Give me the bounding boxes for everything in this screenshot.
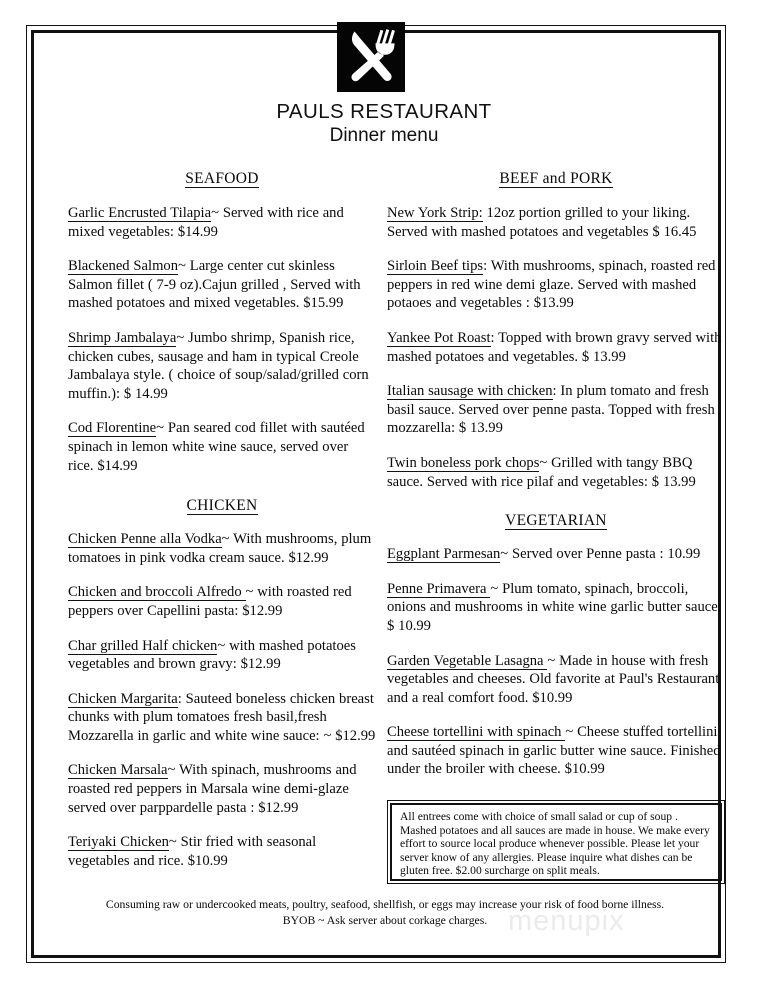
menu-item-name: Yankee Pot Roast — [387, 329, 491, 346]
menu-section-chicken — [68, 497, 376, 870]
menu-item — [387, 329, 725, 366]
menu-subtitle: Dinner menu — [329, 125, 439, 146]
menu-item — [68, 637, 376, 674]
menu-item-description: : Topped with brown gravy served with mashed potatoes and vegetables. $ 13.99 — [387, 329, 722, 365]
menu-item-name: Chicken Marsala — [68, 762, 168, 779]
menu-item-name: Cod Florentine — [68, 420, 157, 437]
menu-item — [68, 257, 376, 313]
menu-item-description: ~ Cheese stuffed tortellini and sautéed spinach in garlic butter wine sauce. Finished under the broiler with cheese. $10.99 — [387, 724, 721, 778]
menu-item-name: New York Strip: — [387, 205, 483, 221]
menu-section-beef-and-pork — [387, 170, 725, 491]
menu-item-name: Twin boneless pork chops — [387, 454, 540, 471]
menu-column-left — [68, 170, 376, 886]
menu-item-name: Cheese tortellini with spinach — [387, 724, 566, 741]
menu-item-description: ~ with mashed potatoes vegetables and brown gravy: $12.99 — [68, 637, 356, 673]
menu-section-vegetarian — [387, 512, 725, 779]
knife-and-fork-icon — [337, 22, 405, 92]
footer-line-byob: BYOB ~ Ask server about corkage charges. — [282, 914, 488, 927]
menu-item-name: Italian sausage with chicken — [387, 383, 553, 400]
menu-item — [387, 454, 725, 491]
menu-item — [68, 583, 376, 620]
menu-item-description: ~ Served with rice and mixed vegetables: $14.99 — [68, 205, 344, 240]
section-title-vegetarian: VEGETARIAN — [505, 512, 607, 530]
menu-item-description: : In plum tomato and fresh basil sauce. Served over penne pasta. Topped with fresh mozzarella: $ 13.99 — [387, 383, 715, 437]
menu-item-description: ~ Jumbo shrimp, Spanish rice, chicken cubes, sausage and ham in typical Creole Jambalaya style. ( choice of soup/salad/grilled corn muffin.): $ 14.99 — [68, 329, 369, 402]
menu-item — [387, 545, 725, 564]
menu-item-description: ~ Large center cut skinless Salmon fillet ( 7-9 oz).Cajun grilled , Served with mashed potatoes and mixed vegetables. $15.99 — [68, 258, 361, 312]
menu-item-description: ~ With mushrooms, plum tomatoes in pink vodka cream sauce. $12.99 — [68, 531, 372, 566]
menu-item-description: ~ with roasted red peppers over Capellini pasta: $12.99 — [68, 584, 352, 619]
menu-item — [387, 382, 725, 438]
menu-section-seafood — [68, 170, 376, 475]
menu-item-description: : With mushrooms, spinach, roasted red peppers in red wine demi glaze. Served with mashed potaoes and vegetables : $13.99 — [387, 258, 716, 312]
section-title-chicken: CHICKEN — [186, 497, 258, 515]
section-title-seafood: SEAFOOD — [185, 170, 259, 187]
menu-item-name: Sirloin Beef tips — [387, 258, 484, 275]
menupix-watermark: menupix — [508, 905, 625, 937]
menu-item — [387, 257, 725, 313]
entree-note-box — [387, 800, 725, 884]
menu-column-right — [387, 170, 725, 795]
menu-item-name: Shrimp Jambalaya — [68, 329, 177, 346]
menu-item-description: ~ Pan seared cod fillet with sautéed spinach in lemon white wine sauce, served over rice. $14.99 — [68, 420, 365, 474]
menu-item-name: Teriyaki Chicken — [68, 834, 169, 851]
restaurant-name: PAULS RESTAURANT — [276, 100, 492, 123]
menu-item-description: ~ Grilled with tangy BBQ sauce. Served with rice pilaf and vegetables: $ 13.99 — [387, 454, 696, 490]
menu-item — [387, 652, 725, 708]
entree-note-box-inner — [390, 803, 722, 881]
menu-item — [68, 530, 376, 567]
menu-item-name: Chicken Penne alla Vodka — [68, 531, 222, 548]
menu-item — [68, 419, 376, 475]
menu-item-name: Blackened Salmon — [68, 258, 179, 275]
menu-item-description: ~ Made in house with fresh vegetables and cheeses. Old favorite at Paul's Restaurant and a real comfort food. $10.99 — [387, 652, 720, 706]
menu-item-description: ~ Plum tomato, spinach, broccoli, onions and mushrooms in white wine garlic butter sauce: $ 10.99 — [387, 580, 722, 634]
menu-item-description: ~ With spinach, mushrooms and roasted red peppers in Marsala wine demi-glaze served over parppardelle pasta : $12.99 — [68, 762, 357, 816]
menu-item — [387, 723, 725, 779]
section-title-beef-and-pork: BEEF and PORK — [499, 170, 613, 187]
menu-item-name: Penne Primavera — [387, 580, 491, 597]
menu-item — [68, 833, 376, 870]
menu-item-description: 12oz portion grilled to your liking. Served with mashed potatoes and vegetables $ 16.45 — [387, 205, 697, 240]
menu-item-description: ~ Stir fried with seasonal vegetables and rice. $10.99 — [68, 834, 317, 869]
menu-item-description: ~ Served over Penne pasta : 10.99 — [500, 546, 701, 563]
menu-item — [68, 690, 376, 746]
footer-line-health-warning: Consuming raw or undercooked meats, poultry, seafood, shellfish, or eggs may increase your risk of food borne illness. — [105, 898, 665, 911]
menu-item-name: Garlic Encrusted Tilapia — [68, 205, 212, 221]
menu-item — [387, 580, 725, 636]
menu-item — [68, 329, 376, 403]
menu-item-name: Char grilled Half chicken — [68, 637, 218, 654]
page-title — [0, 100, 768, 148]
footer-disclaimer — [40, 897, 730, 929]
menu-item — [387, 204, 725, 241]
entree-note-text: All entrees come with choice of small salad or cup of soup . Mashed potatoes and all sauces are made in house. We make every effort to source local produce whenever possible. Please let your server know of any allergies. Please inquire what dishes can be gluten free. $2.00 surcharge on split meals. — [400, 810, 710, 878]
menu-item — [68, 761, 376, 817]
menu-item-name: Garden Vegetable Lasagna — [387, 652, 548, 669]
menu-item — [68, 204, 376, 241]
menu-item-name: Chicken and broccoli Alfredo — [68, 584, 246, 601]
menu-item-description: : Sauteed boneless chicken breast chunks with plum tomatoes fresh basil,fresh Mozzarella in garlic and white wine sauce: ~ $12.99 — [68, 690, 376, 744]
menu-item-name: Eggplant Parmesan — [387, 546, 501, 563]
menu-item-name: Chicken Margarita — [68, 690, 178, 707]
